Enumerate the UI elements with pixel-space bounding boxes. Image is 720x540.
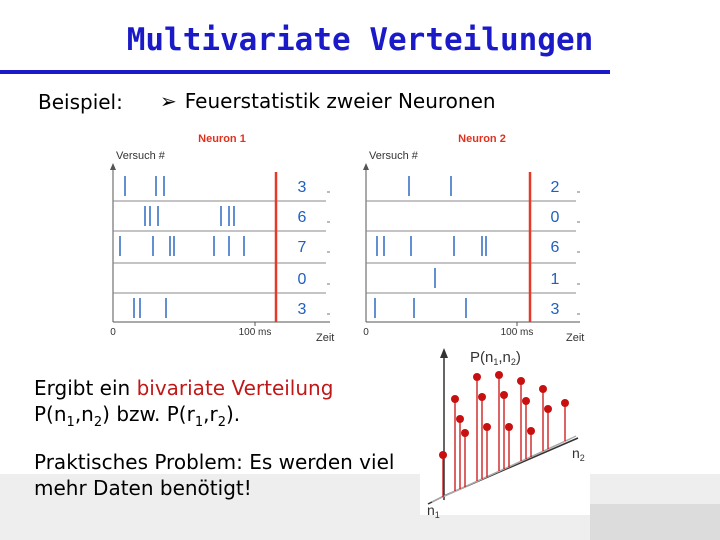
y-axis-label: Versuch # (116, 150, 165, 162)
neuron-title: Neuron 2 (458, 133, 506, 145)
z-axis-label: $P(n_1,n_2)$ (470, 349, 521, 367)
spike-count-label: 3 (297, 179, 307, 196)
spike-count-label: 1 (550, 271, 560, 288)
probability-point (495, 371, 503, 379)
spike-count-label: 3 (550, 301, 560, 318)
problem-paragraph: Praktisches Problem: Es werden viel mehr Daten benötigt! (34, 450, 395, 500)
probability-point (561, 399, 569, 407)
result-text-3: ,n (74, 402, 94, 426)
probability-point (456, 415, 464, 423)
arrow-bullet-icon: ➢ (160, 89, 177, 113)
result-text-2: P(n (34, 402, 67, 426)
spike-count-label: 0 (297, 271, 307, 288)
x-axis-label: Zeit (316, 332, 335, 344)
spike-count-label: 2 (550, 179, 560, 196)
bivariate-distribution-plot (420, 348, 590, 520)
result-text-emphasis: bivariate Verteilung (136, 376, 334, 400)
raster-panel-1 (110, 133, 334, 344)
probability-point (461, 429, 469, 437)
spike-count-label: 0 (550, 209, 560, 226)
spike-count-label: 7 (297, 239, 307, 256)
neuron-title: Neuron 1 (198, 133, 246, 145)
x-start-label: 0 (363, 327, 369, 338)
probability-point (505, 423, 513, 431)
spike-count-label: 6 (297, 209, 307, 226)
result-sub-3: 1 (194, 415, 204, 430)
x-end-label: 100 ms (500, 327, 534, 338)
probability-point (478, 393, 486, 401)
result-sub-4: 2 (217, 415, 226, 430)
y-axis-arrow-icon (110, 163, 116, 170)
raster-plots (110, 133, 584, 344)
y-axis-arrow-icon (363, 163, 369, 170)
result-text-4: ) bzw. P(r (102, 402, 195, 426)
probability-point (544, 405, 552, 413)
result-sub-1: 1 (66, 415, 75, 430)
result-paragraph (34, 375, 414, 436)
probability-point (500, 391, 508, 399)
x-start-label: 0 (110, 327, 116, 338)
x-axis-label: Zeit (566, 332, 585, 344)
probability-point (517, 377, 525, 385)
x-end-label: 100 ms (238, 327, 272, 338)
result-text-5: ,r (203, 402, 218, 426)
probability-point (473, 373, 481, 381)
y-axis-label: Versuch # (369, 150, 418, 162)
raster-panel-2 (363, 133, 584, 344)
result-text-6: ). (226, 402, 241, 426)
result-text-1: Ergibt ein (34, 376, 137, 400)
result-sub-2: 2 (93, 415, 103, 430)
probability-point (539, 385, 547, 393)
probability-point (527, 427, 535, 435)
n1-axis-label: $n_1$ (427, 502, 440, 520)
bullet-text: Feuerstatistik zweier Neuronen (184, 89, 496, 113)
slide-title: Multivariate Verteilungen (126, 22, 594, 58)
plot-background (420, 440, 590, 515)
probability-point (483, 423, 491, 431)
probability-point (439, 451, 447, 459)
spike-count-label: 6 (550, 239, 560, 256)
z-axis-arrow-icon (440, 348, 448, 358)
probability-point (451, 395, 459, 403)
n2-axis-label: $n_2$ (572, 445, 585, 463)
spike-count-label: 3 (297, 301, 307, 318)
probability-point (522, 397, 530, 405)
example-label: Beispiel: (38, 90, 123, 114)
